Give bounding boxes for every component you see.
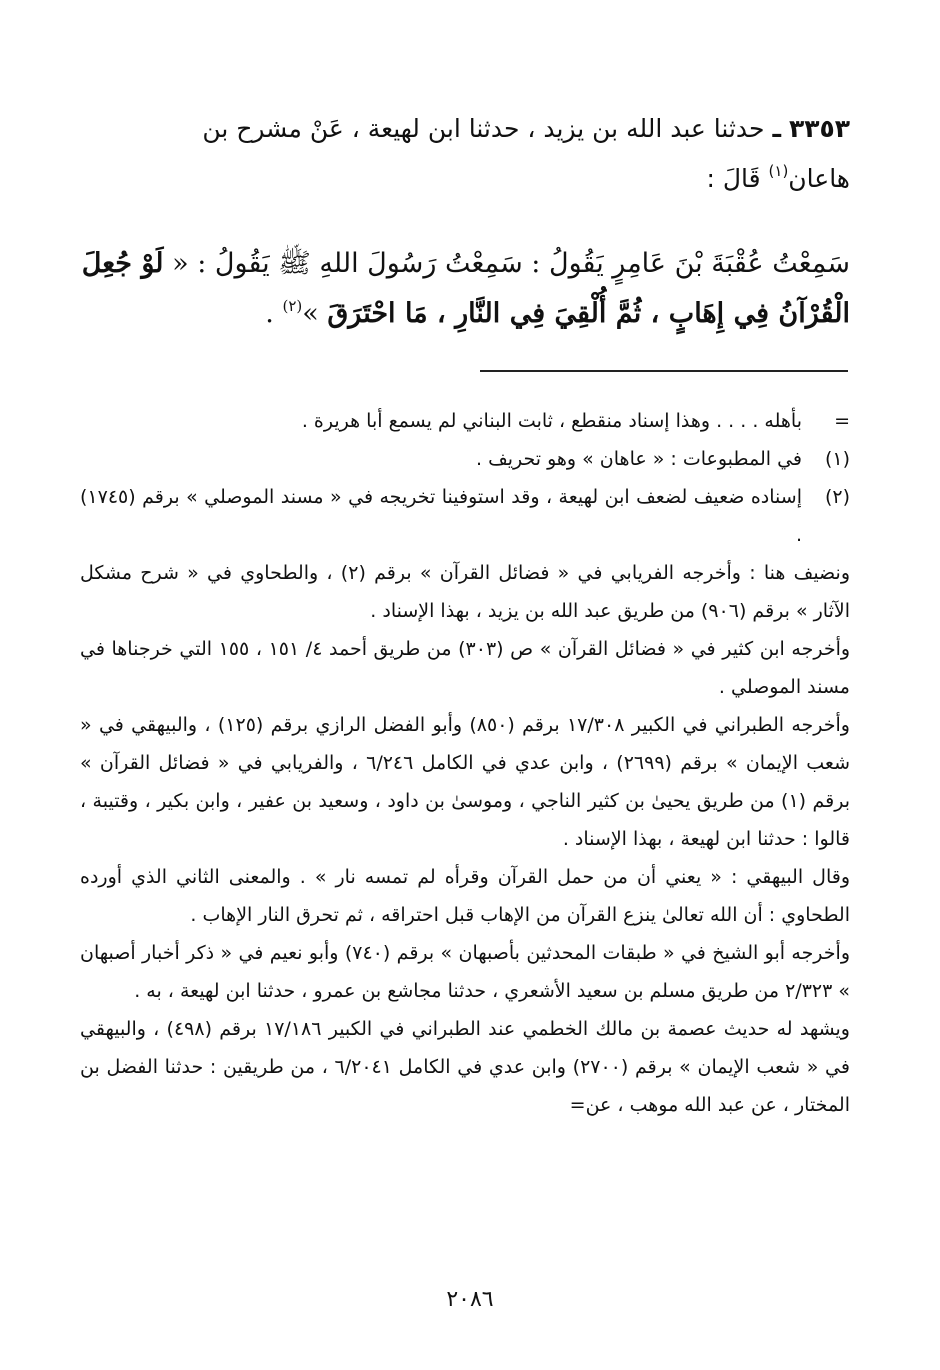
hadith-text — [81, 104, 850, 339]
footnote-paragraph: وأخرجه أبو الشيخ في « طبقات المحدثين بأصبهان » برقم (٧٤٠) وأبو نعيم في « ذكر أخبار أصبهان » ٢/٣٢٣ من طريق مسلم بن سعيد الأشعري ، حدثنا مجاشع بن عمرو ، حدثنا ابن لهيعة ، به . — [80, 942, 850, 1002]
footnote-mark: (٢) — [824, 486, 850, 508]
footnote-mark: = — [834, 410, 850, 432]
matn-end: . — [265, 298, 274, 329]
footnote-text: في المطبوعات : « عاهان » وهو تحريف . — [475, 448, 802, 470]
footnote-paragraph: ويشهد له حديث عصمة بن مالك الخطمي عند الطبراني في الكبير ١٧/١٨٦ برقم (٤٩٨) ، والبيهقي في « شعب الإيمان » برقم (٢٧٠٠) وابن عدي في الكامل ٦/٢٠٤١ ، من طريقين : حدثنا الفضل بن المختار ، عن عبد الله موهب ، عن= — [80, 1018, 850, 1116]
footnote-1 — [80, 440, 850, 478]
matn-line-1 — [81, 239, 850, 289]
footnote-ref-1: (١) — [768, 162, 789, 180]
hadith-dash: ـ — [772, 114, 781, 143]
matn-text-1b: لَوْ جُعِلَ — [81, 248, 164, 279]
matn-text-2a: الْقُرْآنُ فِي إِهَابٍ ، ثُمَّ أُلْقِيَ فِي النَّارِ ، مَا احْتَرَقَ — [327, 298, 850, 329]
footnote-separator — [480, 370, 848, 372]
matn-quote-close: » — [302, 298, 319, 329]
page-number: ٢٠٨٦ — [446, 1287, 494, 1312]
hadith-number: ٣٣٥٣ — [788, 114, 850, 143]
footnote-text: بأهله . . . . وهذا إسناد منقطع ، ثابت البناني لم يسمع أبا هريرة . — [301, 410, 802, 432]
chain-line-1 — [88, 104, 850, 154]
hadith-chain — [88, 104, 850, 204]
footnote-mark: (١) — [824, 448, 850, 470]
matn-text-1a: سَمِعْتُ عُقْبَةَ بْنَ عَامِرٍ يَقُولُ : سَمِعْتُ رَسُولَ اللهِ ﷺ يَقُولُ : « — [172, 248, 850, 279]
footnote-paragraph: وأخرجه ابن كثير في « فضائل القرآن » ص (٣٠٣) من طريق أحمد ٤/ ١٥١ ، ١٥٥ التي خرجناها في مسند الموصلي . — [80, 638, 851, 698]
hadith-matn — [81, 239, 850, 339]
footnote-paragraph: وقال البيهقي : « يعني أن من حمل القرآن وقرأه لم تمسه نار » . والمعنى الثاني الذي أورده الطحاوي : أن الله تعالىٰ ينزع القرآن من الإهاب قبل احتراقه ، ثم تحرق النار الإهاب . — [80, 866, 850, 926]
footnote-paragraph: ونضيف هنا : وأخرجه الفريابي في « فضائل القرآن » برقم (٢) ، والطحاوي في « شرح مشكل الآثار » برقم (٩٠٦) من طريق عبد الله بن يزيد ، بهذا الإسناد . — [80, 562, 850, 622]
chain-line-2 — [88, 154, 850, 204]
chain-text-2: هاعان — [788, 164, 850, 193]
footnotes — [80, 402, 850, 1124]
matn-line-2 — [88, 289, 850, 339]
chain-text-1: حدثنا عبد الله بن يزيد ، حدثنا ابن لهيعة ، عَنْ مشرح بن — [202, 114, 765, 143]
footnote-paragraph: وأخرجه الطبراني في الكبير ١٧/٣٠٨ برقم (٨٥٠) وأبو الفضل الرازي برقم (١٢٥) ، والبيهقي في « شعب الإيمان » برقم (٢٦٩٩) ، وابن عدي في الكامل ٦/٢٤٦ ، والفريابي في « فضائل القرآن » برقم (١) من طريق يحيىٰ بن كثير الناجي ، وموسىٰ بن داود ، وسعيد بن عفير ، وابن بكير ، وقتيبة ، قالوا : حدثنا ابن لهيعة ، بهذا الإسناد . — [80, 714, 850, 850]
footnote-ref-2: (٢) — [282, 297, 303, 315]
footnote-continued — [80, 402, 850, 440]
footnote-text: إسناده ضعيف لضعف ابن لهيعة ، وقد استوفينا تخريجه في « مسند الموصلي » برقم (١٧٤٥) . — [80, 486, 802, 546]
footnote-2 — [80, 478, 850, 554]
chain-text-2-end: قَالَ : — [706, 164, 761, 193]
